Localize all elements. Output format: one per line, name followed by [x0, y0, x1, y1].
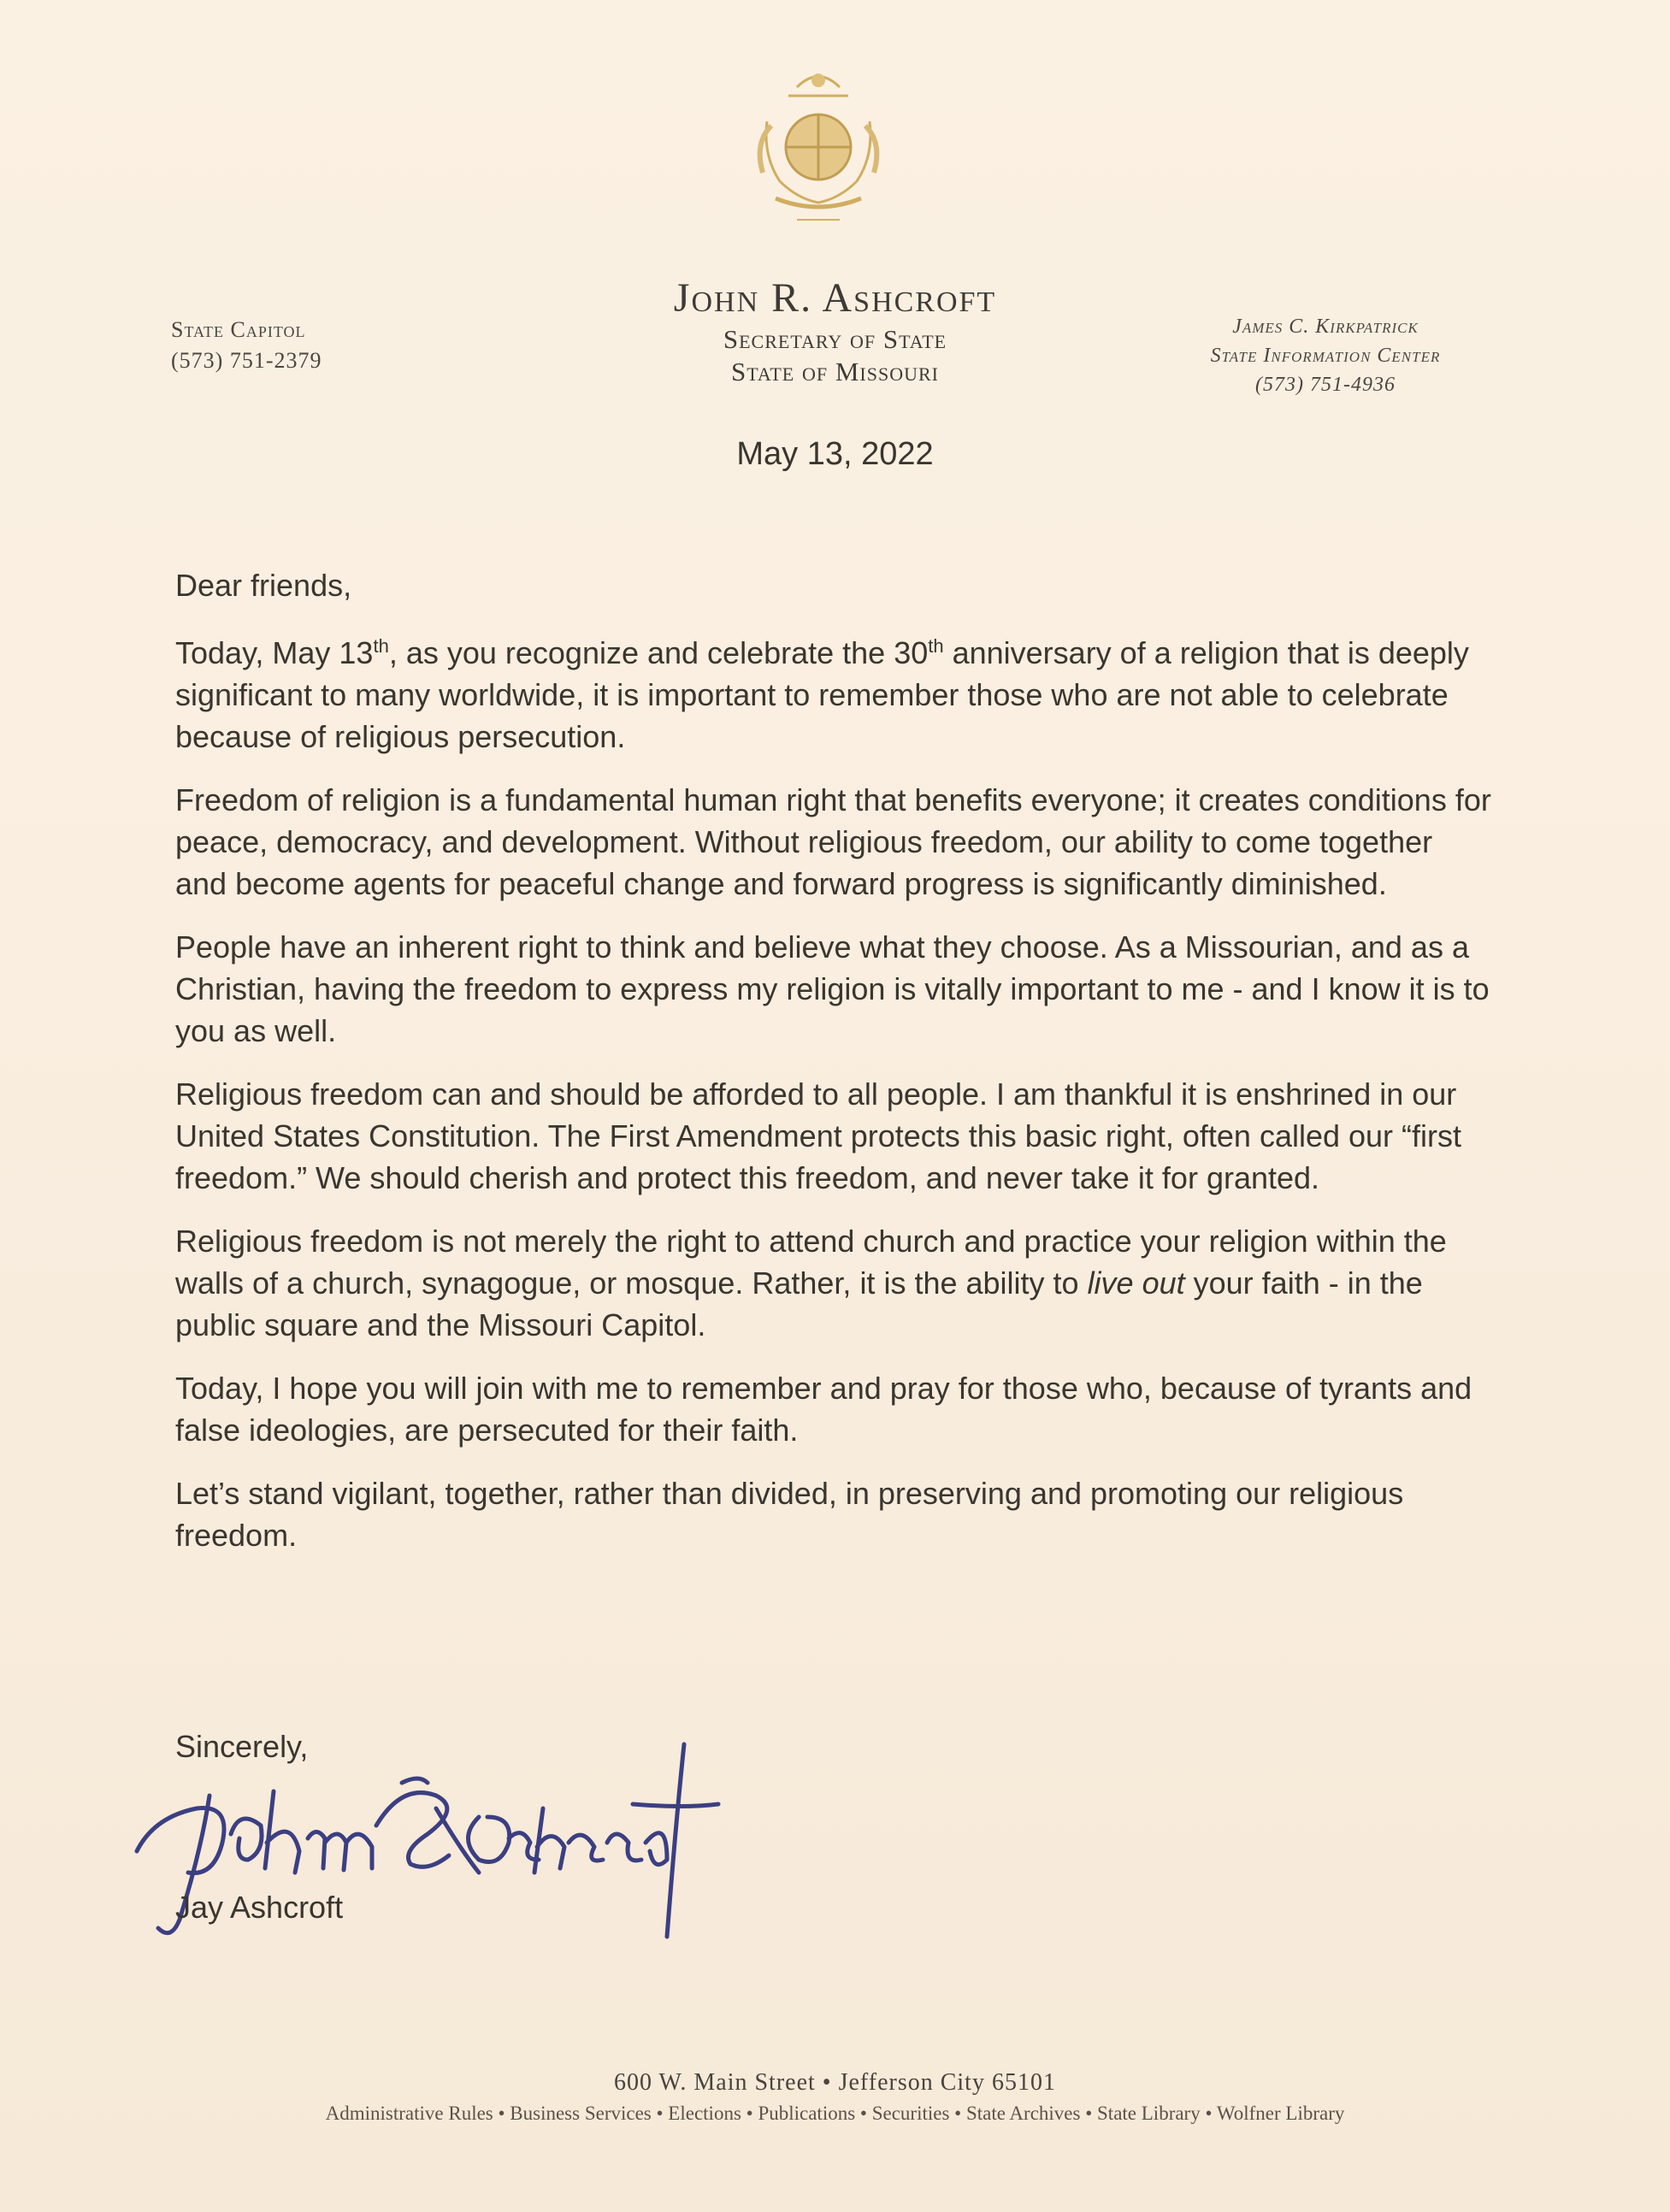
left-contact-phone: (573) 751-2379 [171, 348, 322, 373]
right-contact-block [1154, 312, 1496, 399]
letterhead-state: State of Missouri [730, 357, 939, 386]
paragraph-5: Religious freedom is not merely the right to attend church and practice your religion within the walls of a church, synagogue, or mosque. Rather, it is the ability to live out your faith - in the public square and the Missouri Capitol. [175, 1224, 1447, 1342]
paragraph-2: Freedom of religion is a fundamental human right that benefits everyone; it creates conditions for peace, democracy, and development. Without religious freedom, our ability to come together and become agents for peaceful change and forward progress is significantly diminished. [175, 782, 1491, 901]
salutation: Dear friends, [175, 568, 352, 603]
letterhead-name: John R. Ashcroft [673, 275, 997, 321]
paragraph-3: People have an inherent right to think and believe what they choose. As a Missourian, and as a Christian, having the freedom to express my religion is vitally important to me - and I know it is to you as well. [175, 929, 1490, 1048]
letterhead-title: Secretary of State [723, 324, 947, 354]
left-contact-line1: State Capitol [171, 317, 306, 342]
signer-name: Jay Ashcroft [175, 1890, 344, 1925]
footer-address: 600 W. Main Street • Jefferson City 65101 [614, 2069, 1056, 2096]
footer-offices: Administrative Rules • Business Services • Elections • Publications • Securities • State Archives • State Library • Wolfner Library [325, 2103, 1345, 2124]
paragraph-4: Religious freedom can and should be afforded to all people. I am thankful it is enshrined in our United States Constitution. The First Amendment protects this basic right, often called our “first freedom.” We should cherish and protect this freedom, and never take it for granted. [175, 1077, 1462, 1195]
letter-date: May 13, 2022 [736, 436, 934, 472]
state-seal-icon [737, 62, 900, 233]
paragraph-7: Let’s stand vigilant, together, rather than divided, in preserving and promoting our religious freedom. [175, 1476, 1404, 1553]
paragraph-1: Today, May 13th, as you recognize and celebrate the 30th anniversary of a religion that is deeply significant to many worldwide, it is important to remember those who are not able to celebrate because of religious persecution. [175, 635, 1469, 754]
closing: Sincerely, [175, 1729, 309, 1764]
paragraph-6: Today, I hope you will join with me to remember and pray for those who, because of tyrants and false ideologies, are persecuted for their faith. [175, 1371, 1472, 1448]
right-contact-name: James C. Kirkpatrick [1232, 316, 1419, 338]
right-contact-building: State Information Center [1210, 345, 1441, 367]
right-contact-phone: (573) 751-4936 [1255, 374, 1396, 396]
letter-body [175, 564, 1492, 1578]
